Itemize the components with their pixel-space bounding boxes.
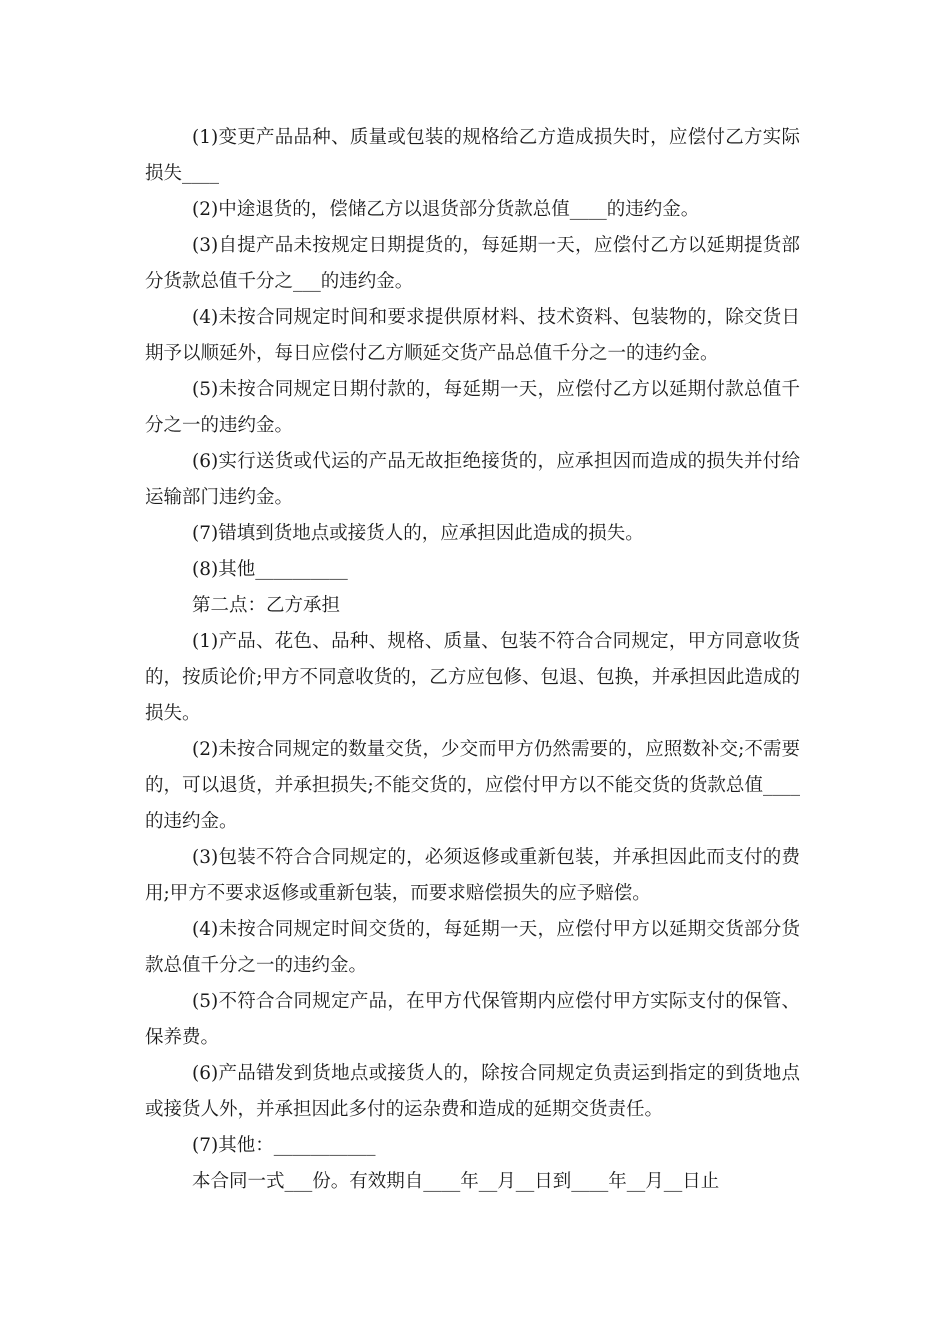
clause-1-7: (7)错填到货地点或接货人的，应承担因此造成的损失。 xyxy=(192,523,644,544)
clause-1-4: (4)未按合同规定时间和要求提供原材料、技术资料、包装物的，除交货日期予以顺延外，每日应偿付乙方顺延交货产品总值千分之一的违约金。 xyxy=(145,307,800,364)
clause-2-4: (4)未按合同规定时间交货的，每延期一天，应偿付甲方以延期交货部分货款总值千分之一的违约金。 xyxy=(145,919,800,976)
clause-1-6: (6)实行送货或代运的产品无故拒绝接货的，应承担因而造成的损失并付给运输部门违约金。 xyxy=(145,451,800,508)
clause-1-8: (8)其他__________ xyxy=(192,559,348,580)
clause-1-1: (1)变更产品品种、质量或包装的规格给乙方造成损失时，应偿付乙方实际损失____ xyxy=(145,127,800,184)
section-heading: 第二点：乙方承担 xyxy=(192,595,341,616)
clause-1-5: (5)未按合同规定日期付款的，每延期一天，应偿付乙方以延期付款总值千分之一的违约金。 xyxy=(145,379,800,436)
clause-2-3: (3)包装不符合合同规定的，必须返修或重新包装，并承担因此而支付的费用;甲方不要求返修或重新包装，而要求赔偿损失的应予赔偿。 xyxy=(145,847,800,904)
clause-2-6: (6)产品错发到货地点或接货人的，除按合同规定负责运到指定的到货地点或接货人外，并承担因此多付的运杂费和造成的延期交货责任。 xyxy=(145,1063,800,1120)
clause-1-2: (2)中途退货的，偿储乙方以退货部分货款总值____的违约金。 xyxy=(192,199,700,220)
clause-2-5: (5)不符合合同规定产品，在甲方代保管期内应偿付甲方实际支付的保管、保养费。 xyxy=(145,991,800,1048)
document-page xyxy=(145,120,800,1200)
clause-2-1: (1)产品、花色、品种、规格、质量、包装不符合合同规定，甲方同意收货的，按质论价;甲方不同意收货的，乙方应包修、包退、包换，并承担因此造成的损失。 xyxy=(145,631,800,724)
clause-1-3: (3)自提产品未按规定日期提货的，每延期一天，应偿付乙方以延期提货部分货款总值千分之___的违约金。 xyxy=(145,235,800,292)
contract-validity: 本合同一式___份。有效期自____年__月__日到____年__月__日止 xyxy=(192,1171,720,1192)
clause-2-7: (7)其他：___________ xyxy=(192,1135,376,1156)
clause-2-2: (2)未按合同规定的数量交货，少交而甲方仍然需要的，应照数补交;不需要的，可以退货，并承担损失;不能交货的，应偿付甲方以不能交货的货款总值____的违约金。 xyxy=(145,739,800,832)
